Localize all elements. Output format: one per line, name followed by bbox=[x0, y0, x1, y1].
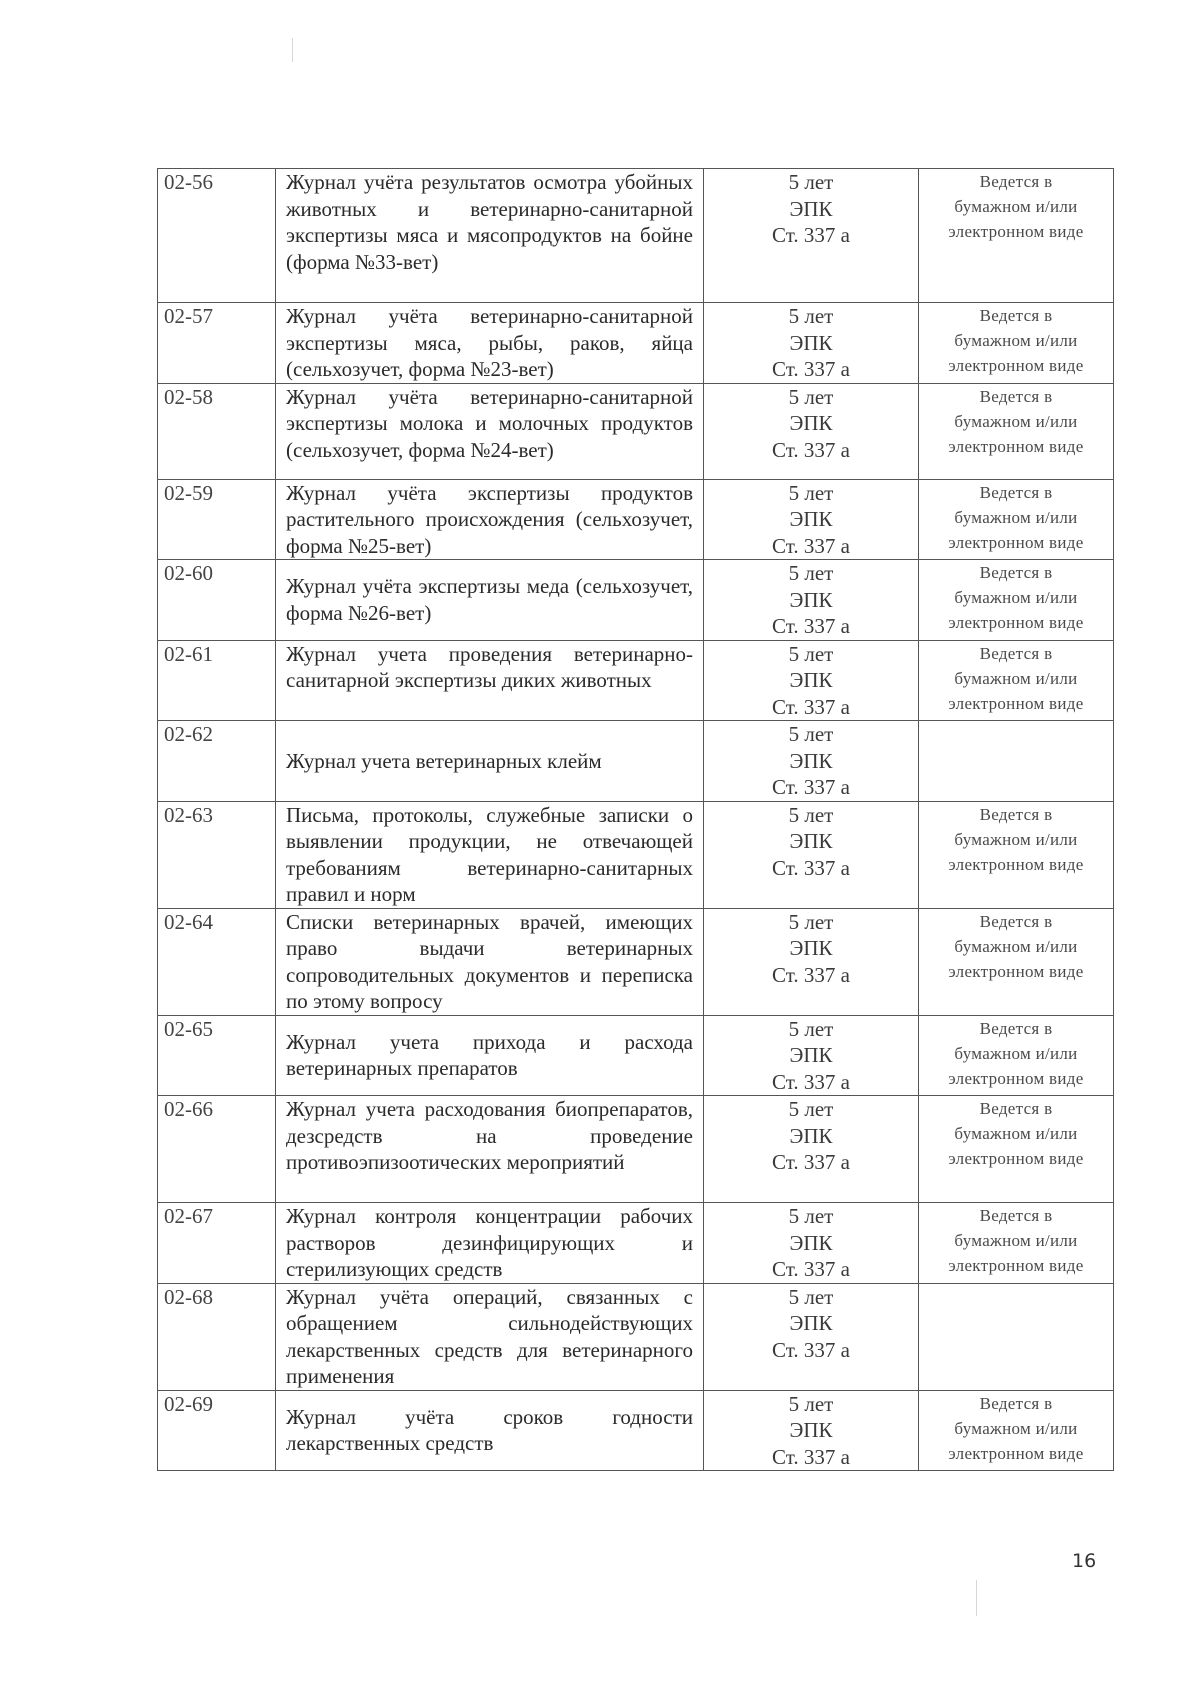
record-code: 02-68 bbox=[158, 1283, 276, 1390]
record-code: 02-65 bbox=[158, 1015, 276, 1096]
table-row bbox=[158, 1203, 1114, 1284]
table-row bbox=[158, 721, 1114, 802]
storage-note-line: Ведется в bbox=[979, 643, 1053, 663]
storage-note-line: Ведется в bbox=[979, 172, 1053, 191]
storage-note-line: бумажном и/или bbox=[954, 507, 1078, 527]
record-code: 02-56 bbox=[158, 169, 276, 303]
storage-note bbox=[919, 560, 1114, 641]
retention-term-line: 5 лет bbox=[788, 1016, 834, 1041]
storage-note bbox=[919, 801, 1114, 908]
retention-term-line: ЭПК bbox=[789, 748, 833, 773]
record-title: Журнал учёта экспертизы меда (сельхозучет, форма №26-вет) bbox=[276, 560, 704, 641]
table-row bbox=[158, 560, 1114, 641]
record-title: Журнал учёта операций, связанных с обращением сильнодействующих лекарственных средств для ветеринарного применения bbox=[276, 1283, 704, 1390]
scan-artifact bbox=[976, 1580, 977, 1616]
retention-term bbox=[704, 303, 919, 384]
retention-term bbox=[704, 801, 919, 908]
retention-term-line: ЭПК bbox=[789, 829, 833, 853]
retention-term-line: ЭПК bbox=[789, 1123, 833, 1148]
retention-term bbox=[704, 640, 919, 721]
scan-artifact bbox=[292, 38, 293, 62]
retention-term-line: ЭПК bbox=[789, 1043, 833, 1067]
storage-note-line: электронном виде bbox=[948, 961, 1084, 981]
retention-term-line: 5 лет bbox=[788, 480, 834, 505]
retention-term-line: Ст. 337 а bbox=[772, 1257, 850, 1281]
retention-term bbox=[704, 1015, 919, 1096]
retention-term-line: ЭПК bbox=[789, 196, 833, 221]
retention-term bbox=[704, 1096, 919, 1203]
storage-note-line: электронном виде bbox=[948, 356, 1084, 375]
storage-note-line: электронном виде bbox=[948, 1443, 1084, 1463]
table-row bbox=[158, 1390, 1114, 1471]
storage-note-line: электронном виде bbox=[948, 222, 1084, 241]
table-row bbox=[158, 640, 1114, 721]
retention-term-line: 5 лет bbox=[788, 384, 834, 409]
storage-note-line: Ведется в bbox=[979, 1018, 1053, 1038]
record-code: 02-57 bbox=[158, 303, 276, 384]
storage-note bbox=[919, 303, 1114, 384]
retention-term-line: 5 лет bbox=[788, 722, 834, 746]
storage-note-line: электронном виде bbox=[948, 1068, 1084, 1088]
record-title: Журнал учета расходования биопрепаратов, дезсредств на проведение противоэпизоотических мероприятий bbox=[276, 1096, 704, 1203]
storage-note bbox=[919, 1096, 1114, 1203]
retention-term bbox=[704, 908, 919, 1015]
storage-note-line: бумажном и/или bbox=[954, 1043, 1078, 1063]
retention-term bbox=[704, 1283, 919, 1390]
record-code: 02-59 bbox=[158, 479, 276, 560]
record-code: 02-60 bbox=[158, 560, 276, 641]
storage-note-line: Ведется в bbox=[979, 386, 1053, 406]
page-number: 16 bbox=[1072, 1550, 1097, 1572]
retention-term bbox=[704, 1390, 919, 1471]
retention-term-line: Ст. 337 а bbox=[772, 533, 850, 558]
storage-note-line: Ведется в bbox=[979, 1099, 1053, 1118]
record-title: Журнал учёта результатов осмотра убойных животных и ветеринарно-санитарной экспертизы мяса и мясопродуктов на бойне (форма №33-вет) bbox=[276, 169, 704, 303]
retention-term-line: ЭПК bbox=[789, 1230, 833, 1255]
storage-note-line: бумажном и/или bbox=[954, 411, 1078, 431]
retention-term bbox=[704, 169, 919, 303]
retention-term-line: 5 лет bbox=[788, 641, 834, 666]
storage-note-line: бумажном и/или bbox=[954, 331, 1078, 350]
records-table bbox=[157, 168, 1114, 1471]
table-row bbox=[158, 1096, 1114, 1203]
record-title: Журнал учёта ветеринарно-санитарной экспертизы молока и молочных продуктов (сельхозучет, форма №24-вет) bbox=[276, 383, 704, 479]
record-code: 02-66 bbox=[158, 1096, 276, 1203]
retention-term-line: Ст. 337 а bbox=[772, 357, 850, 381]
record-code: 02-62 bbox=[158, 721, 276, 802]
record-code: 02-61 bbox=[158, 640, 276, 721]
storage-note-line: Ведется в bbox=[979, 563, 1053, 582]
table-row bbox=[158, 1015, 1114, 1096]
retention-term-line: Ст. 337 а bbox=[772, 1069, 850, 1094]
record-title: Письма, протоколы, служебные записки о выявлении продукции, не отвечающей требованиям ветеринарно-санитарных правил и норм bbox=[276, 801, 704, 908]
storage-note-line: электронном виде bbox=[948, 693, 1084, 713]
record-title: Журнал учёта экспертизы продуктов растительного происхождения (сельхозучет, форма №25-вет) bbox=[276, 479, 704, 560]
retention-term-line: Ст. 337 а bbox=[772, 437, 850, 462]
retention-term-line: 5 лет bbox=[788, 1391, 834, 1416]
storage-note-line: электронном виде bbox=[948, 854, 1084, 874]
retention-term bbox=[704, 721, 919, 802]
storage-note-line: электронном виде bbox=[948, 613, 1084, 632]
retention-term-line: Ст. 337 а bbox=[772, 775, 850, 799]
retention-term-line: 5 лет bbox=[788, 802, 834, 827]
storage-note-line: бумажном и/или bbox=[954, 936, 1078, 956]
storage-note-line: электронном виде bbox=[948, 436, 1084, 456]
retention-term bbox=[704, 479, 919, 560]
retention-term-line: ЭПК bbox=[789, 507, 833, 531]
retention-term-line: 5 лет bbox=[788, 909, 834, 934]
retention-term-line: ЭПК bbox=[789, 936, 833, 960]
record-code: 02-63 bbox=[158, 801, 276, 908]
table-row bbox=[158, 479, 1114, 560]
retention-term-line: 5 лет bbox=[788, 1284, 834, 1309]
retention-term-line: 5 лет bbox=[788, 170, 834, 194]
record-code: 02-58 bbox=[158, 383, 276, 479]
retention-term-line: ЭПК bbox=[789, 330, 833, 355]
table-row bbox=[158, 908, 1114, 1015]
storage-note bbox=[919, 1015, 1114, 1096]
retention-term bbox=[704, 560, 919, 641]
retention-term-line: Ст. 337 а bbox=[772, 962, 850, 987]
table-row bbox=[158, 1283, 1114, 1390]
retention-term-line: 5 лет bbox=[788, 1204, 834, 1228]
storage-note-line: электронном виде bbox=[948, 1256, 1084, 1275]
retention-term bbox=[704, 383, 919, 479]
table-row bbox=[158, 383, 1114, 479]
storage-note-line: Ведется в bbox=[979, 482, 1053, 502]
storage-note bbox=[919, 479, 1114, 560]
retention-term-line: 5 лет bbox=[788, 1097, 834, 1121]
storage-note bbox=[919, 640, 1114, 721]
record-title: Журнал учёта сроков годности лекарственных средств bbox=[276, 1390, 704, 1471]
storage-note-line: Ведется в bbox=[979, 804, 1053, 824]
retention-term-line: Ст. 337 а bbox=[772, 1444, 850, 1469]
retention-term-line: Ст. 337 а bbox=[772, 1150, 850, 1174]
retention-term-line: Ст. 337 а bbox=[772, 855, 850, 880]
table-row bbox=[158, 303, 1114, 384]
storage-note bbox=[919, 1390, 1114, 1471]
storage-note-line: бумажном и/или bbox=[954, 588, 1078, 607]
record-code: 02-64 bbox=[158, 908, 276, 1015]
retention-term-line: Ст. 337 а bbox=[772, 694, 850, 719]
storage-note-line: Ведется в bbox=[979, 1393, 1053, 1413]
storage-note bbox=[919, 721, 1114, 802]
storage-note-line: электронном виде bbox=[948, 1149, 1084, 1168]
storage-note-line: бумажном и/или bbox=[954, 668, 1078, 688]
record-code: 02-69 bbox=[158, 1390, 276, 1471]
storage-note-line: электронном виде bbox=[948, 532, 1084, 552]
storage-note-line: бумажном и/или bbox=[954, 1231, 1078, 1250]
storage-note bbox=[919, 1283, 1114, 1390]
storage-note bbox=[919, 1203, 1114, 1284]
storage-note bbox=[919, 908, 1114, 1015]
storage-note-line: Ведется в bbox=[979, 306, 1053, 325]
table-row bbox=[158, 169, 1114, 303]
storage-note-line: бумажном и/или bbox=[954, 197, 1078, 216]
retention-term-line: ЭПК bbox=[789, 587, 833, 612]
retention-term bbox=[704, 1203, 919, 1284]
record-title: Журнал учета прихода и расхода ветеринарных препаратов bbox=[276, 1015, 704, 1096]
record-title: Журнал учёта ветеринарно-санитарной экспертизы мяса, рыбы, раков, яйца (сельхозучет, форма №23-вет) bbox=[276, 303, 704, 384]
storage-note bbox=[919, 169, 1114, 303]
record-title: Списки ветеринарных врачей, имеющих право выдачи ветеринарных сопроводительных документов и переписка по этому вопросу bbox=[276, 908, 704, 1015]
retention-term-line: ЭПК bbox=[789, 411, 833, 435]
table-row bbox=[158, 801, 1114, 908]
records-table-body bbox=[158, 169, 1114, 1471]
storage-note-line: бумажном и/или bbox=[954, 829, 1078, 849]
retention-term-line: ЭПК bbox=[789, 668, 833, 692]
record-title: Журнал учета ветеринарных клейм bbox=[276, 721, 704, 802]
retention-term-line: Ст. 337 а bbox=[772, 614, 850, 638]
storage-note-line: бумажном и/или bbox=[954, 1124, 1078, 1143]
storage-note-line: Ведется в bbox=[979, 1206, 1053, 1225]
record-code: 02-67 bbox=[158, 1203, 276, 1284]
retention-term-line: ЭПК bbox=[789, 1311, 833, 1335]
record-title: Журнал учета проведения ветеринарно-санитарной экспертизы диких животных bbox=[276, 640, 704, 721]
retention-term-line: Ст. 337 а bbox=[772, 1337, 850, 1362]
storage-note-line: бумажном и/или bbox=[954, 1418, 1078, 1438]
storage-note-line: Ведется в bbox=[979, 911, 1053, 931]
retention-term-line: ЭПК bbox=[789, 1418, 833, 1442]
record-title: Журнал контроля концентрации рабочих растворов дезинфицирующих и стерилизующих средств bbox=[276, 1203, 704, 1284]
retention-term-line: 5 лет bbox=[788, 304, 834, 328]
retention-term-line: Ст. 337 а bbox=[772, 223, 850, 247]
retention-term-line: 5 лет bbox=[788, 561, 834, 585]
storage-note bbox=[919, 383, 1114, 479]
